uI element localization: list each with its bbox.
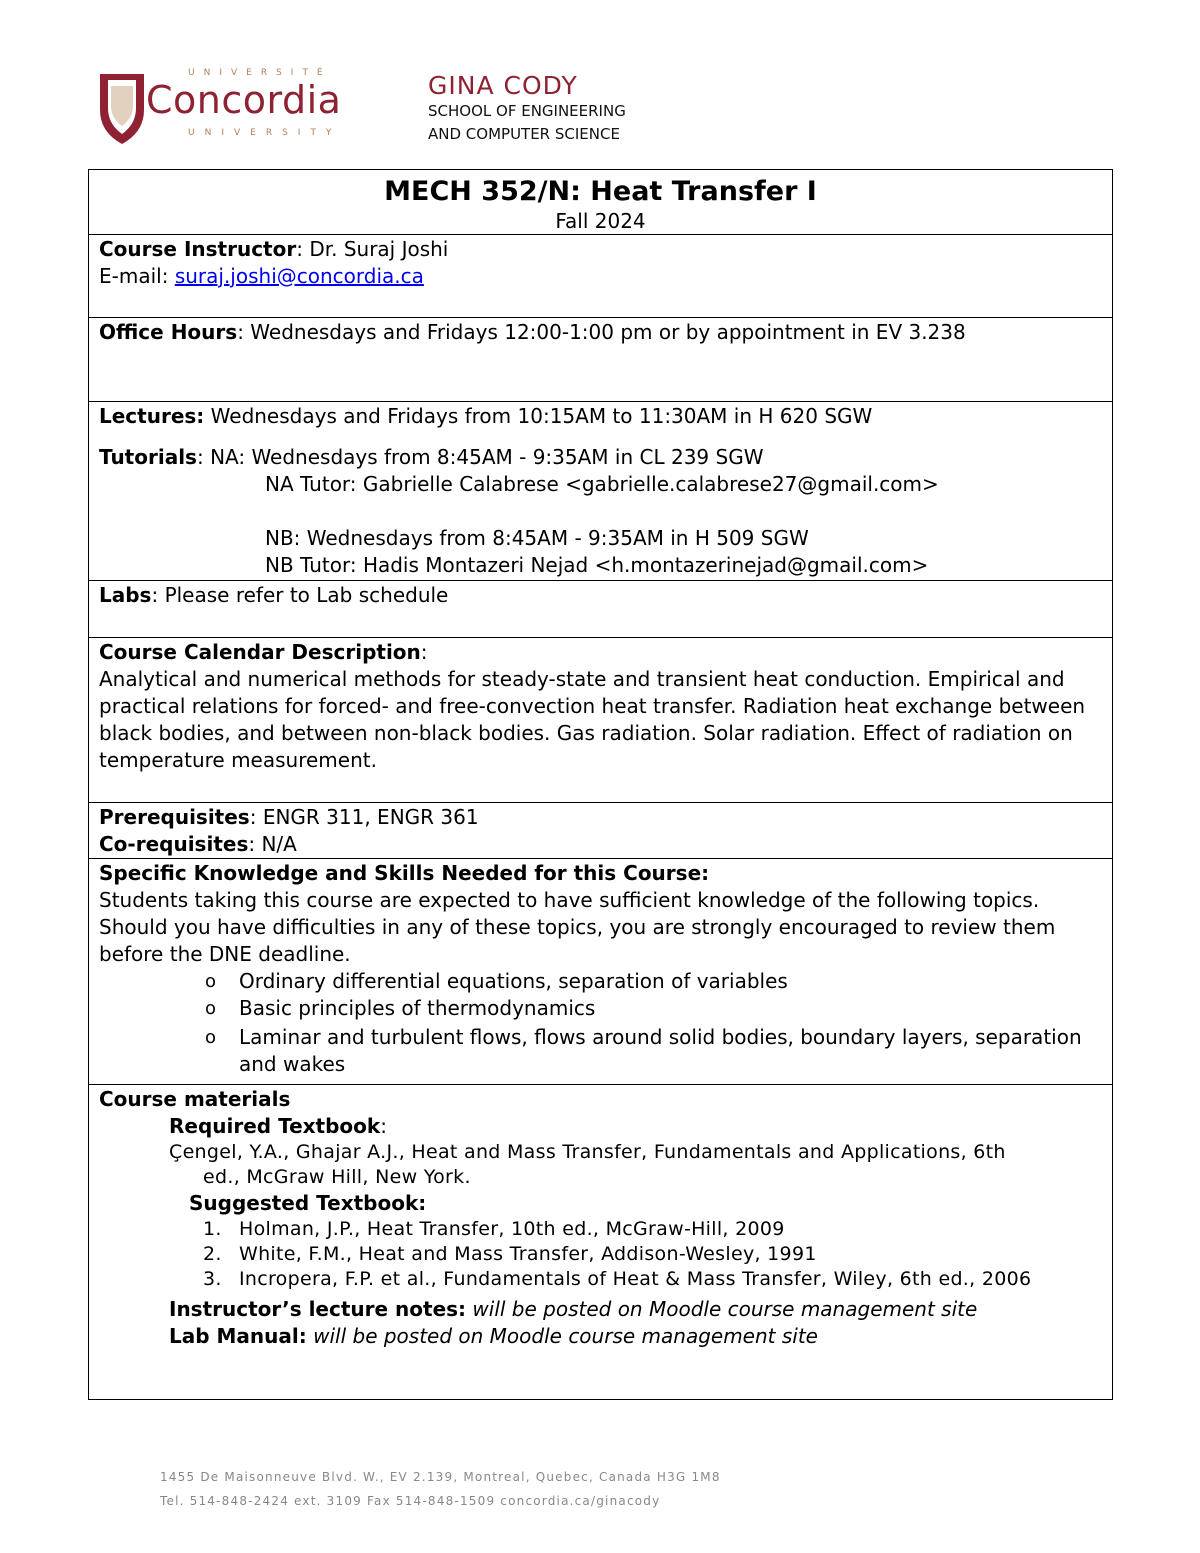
corequisites-text: : N/A	[248, 832, 297, 856]
required-colon: :	[380, 1114, 387, 1138]
universite-label: UNIVERSITÉ	[188, 68, 332, 78]
calendar-description: Analytical and numerical methods for steady-state and transient heat conduction. Empirical and practical relations for forced- and free-convection heat transfer. Radiation heat exchange between black bodies, and between non-black bodies. Gas radiation. Solar radiation. Effect of radiation on temperature measurement.	[99, 667, 1086, 772]
lab-manual-label: Lab Manual:	[169, 1324, 307, 1348]
course-term: Fall 2024	[555, 209, 646, 233]
labs-label: Labs	[99, 583, 152, 607]
list-item: 2. White, F.M., Heat and Mass Transfer, Addison-Wesley, 1991	[203, 1243, 817, 1265]
labs-row	[88, 580, 1113, 637]
university-label: UNIVERSITY	[188, 128, 342, 138]
suggested-textbook-list	[99, 1217, 1102, 1292]
materials-heading: Course materials	[99, 1087, 291, 1111]
course-title-row	[88, 169, 1113, 234]
email-label: E-mail:	[99, 264, 175, 288]
list-item: o Ordinary differential equations, separation of variables	[205, 969, 788, 993]
lecture-notes-text: will be posted on Moodle course management site	[466, 1297, 978, 1321]
concordia-logo	[96, 68, 396, 150]
bullet-marker: o	[205, 1027, 217, 1048]
lab-manual-text: will be posted on Moodle course management site	[306, 1324, 818, 1348]
skills-intro: Students taking this course are expected to have sufficient knowledge of the following topics. Should you have difficulties in any of these topics, you are strongly encouraged to review them before the DNE deadline.	[99, 888, 1056, 966]
prerequisites-label: Prerequisites	[99, 805, 250, 829]
office-hours-text: : Wednesdays and Fridays 12:00-1:00 pm or by appointment in EV 3.238	[237, 320, 966, 344]
page-footer	[160, 1465, 721, 1513]
instructor-row	[88, 234, 1113, 317]
corequisites-label: Co-requisites	[99, 832, 249, 856]
required-textbook-line-2: ed., McGraw Hill, New York.	[203, 1166, 471, 1188]
course-title: MECH 352/N: Heat Transfer I	[384, 176, 817, 207]
concordia-crest-icon	[96, 70, 148, 146]
list-item: 1. Holman, J.P., Heat Transfer, 10th ed., McGraw-Hill, 2009	[203, 1218, 785, 1240]
footer-address: 1455 De Maisonneuve Blvd. W., EV 2.139, Montreal, Quebec, Canada H3G 1M8	[160, 1470, 721, 1484]
list-item: o Basic principles of thermodynamics	[205, 996, 596, 1020]
prerequisites-text: : ENGR 311, ENGR 361	[249, 805, 479, 829]
bullet-marker: o	[205, 998, 217, 1019]
bullet-marker: o	[205, 971, 217, 992]
calendar-row	[88, 637, 1113, 802]
tutor-na: NA Tutor: Gabrielle Calabrese <gabrielle.calabrese27@gmail.com>	[265, 472, 939, 496]
skills-list	[99, 968, 1102, 1078]
tutorial-na-line: : NA: Wednesdays from 8:45AM - 9:35AM in CL 239 SGW	[196, 445, 764, 469]
tutor-nb: NB Tutor: Hadis Montazeri Nejad <h.montazerinejad@gmail.com>	[265, 553, 929, 577]
school-name	[428, 72, 626, 146]
schedule-row	[88, 401, 1113, 580]
lectures-label: Lectures:	[99, 404, 205, 428]
office-hours-row	[88, 317, 1113, 401]
required-textbook-label: Required Textbook	[169, 1114, 381, 1138]
lectures-text: Wednesdays and Fridays from 10:15AM to 11:30AM in H 620 SGW	[204, 404, 873, 428]
suggested-textbook-label: Suggested Textbook:	[189, 1191, 427, 1215]
instructor-email-link[interactable]: suraj.joshi@concordia.ca	[174, 264, 424, 288]
school-line-1: SCHOOL OF ENGINEERING	[428, 102, 626, 120]
labs-text: : Please refer to Lab schedule	[151, 583, 449, 607]
required-textbook-line-1: Çengel, Y.A., Ghajar A.J., Heat and Mass Transfer, Fundamentals and Applications, 6th	[169, 1141, 1006, 1163]
gina-cody-title: GINA CODY	[428, 71, 578, 100]
requisites-row	[88, 802, 1113, 858]
calendar-label: Course Calendar Description	[99, 640, 421, 664]
footer-contact: Tel. 514-848-2424 ext. 3109 Fax 514-848-1509 concordia.ca/ginacody	[160, 1494, 661, 1508]
concordia-wordmark: Concordia	[146, 78, 342, 122]
calendar-colon: :	[420, 640, 428, 664]
instructor-label: Course Instructor	[99, 237, 297, 261]
materials-row	[88, 1084, 1113, 1400]
list-item: 3. Incropera, F.P. et al., Fundamentals of Heat & Mass Transfer, Wiley, 6th ed., 2006	[203, 1268, 1032, 1290]
tutorials-label: Tutorials	[99, 445, 197, 469]
list-item: o Laminar and turbulent flows, flows around solid bodies, boundary layers, separation and wakes	[205, 1025, 1082, 1076]
skills-heading: Specific Knowledge and Skills Needed for this Course:	[99, 861, 710, 885]
office-hours-label: Office Hours	[99, 320, 238, 344]
tutorial-nb-line: NB: Wednesdays from 8:45AM - 9:35AM in H 509 SGW	[265, 526, 809, 550]
lecture-notes-label: Instructor’s lecture notes:	[169, 1297, 467, 1321]
skills-row	[88, 858, 1113, 1084]
instructor-name: : Dr. Suraj Joshi	[296, 237, 449, 261]
syllabus-table	[88, 169, 1113, 1400]
school-line-2: AND COMPUTER SCIENCE	[428, 125, 620, 143]
